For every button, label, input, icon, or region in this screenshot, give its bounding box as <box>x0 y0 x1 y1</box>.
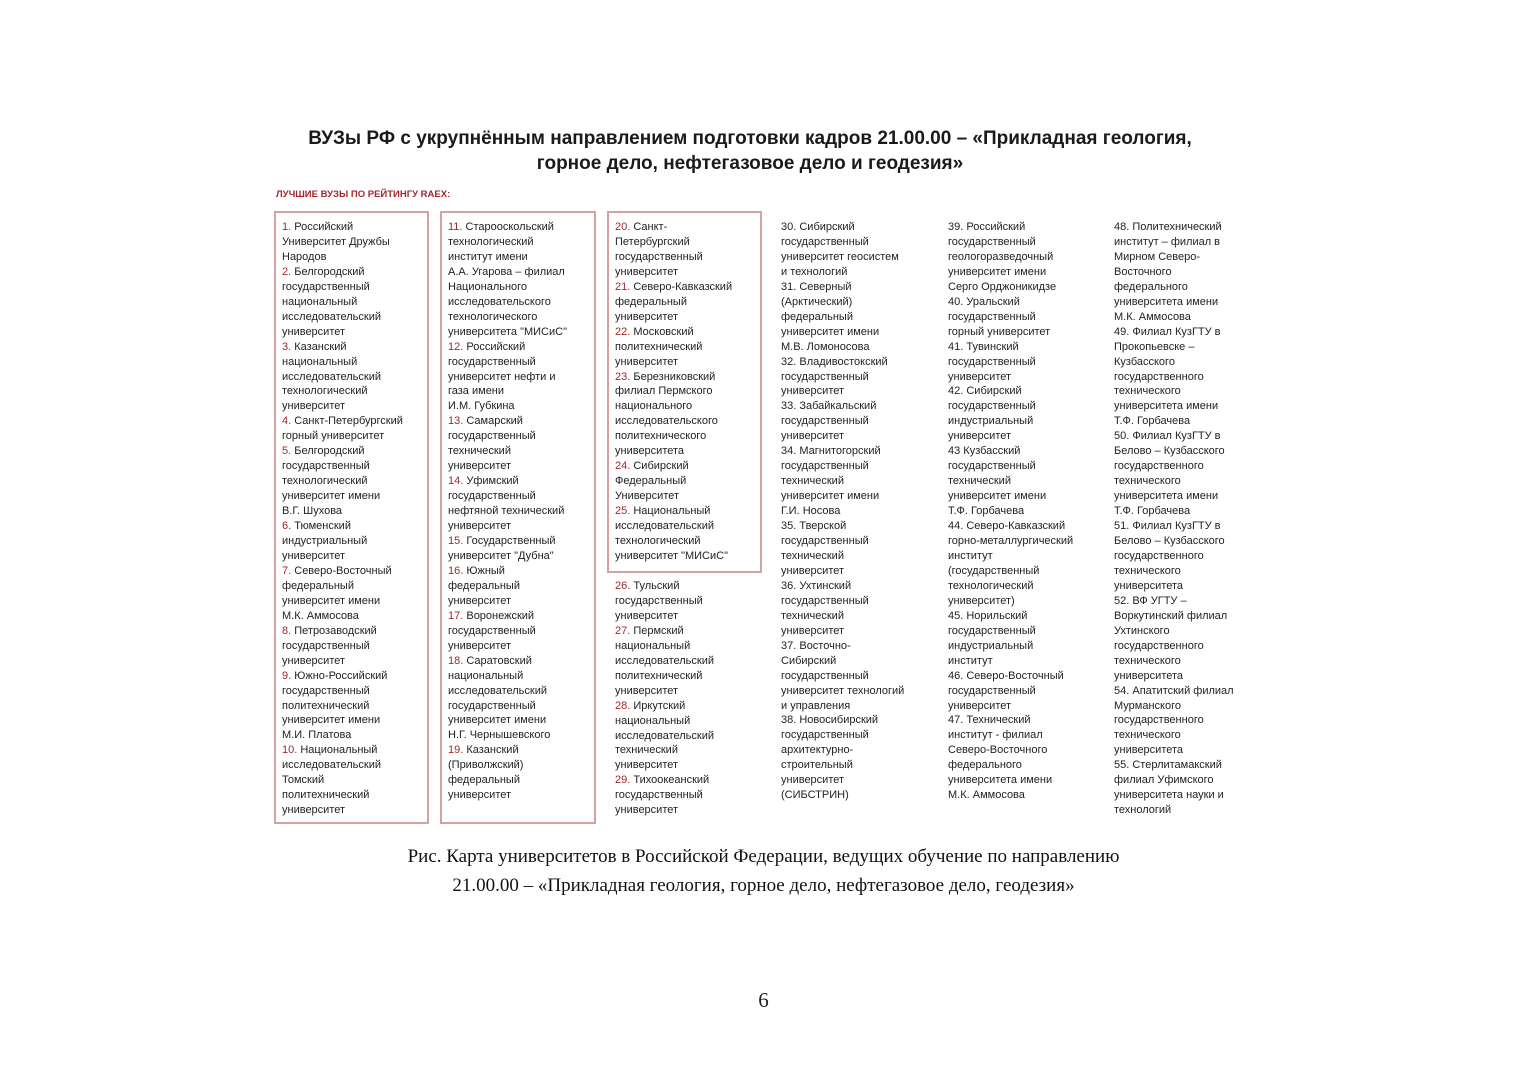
entry-number: 6. <box>282 520 292 533</box>
university-entry <box>448 340 567 415</box>
entry-name: Тюменский индустриальный университет <box>282 520 368 562</box>
entry-number: 55. <box>1114 759 1130 772</box>
entry-name: Ухтинский государственный технический университет <box>781 579 869 637</box>
entry-name: Тульский государственный университет <box>615 580 703 622</box>
entry-number: 27. <box>615 624 631 637</box>
entry-number: 14. <box>448 475 464 488</box>
university-column-6 <box>1114 220 1234 818</box>
entry-name: Сибирский государственный университет геосистем и технологий <box>781 221 899 278</box>
figure-caption <box>200 842 1327 900</box>
entry-number: 40. <box>948 295 964 308</box>
entry-number: 17. <box>448 609 464 622</box>
university-column-5 <box>948 220 1073 803</box>
university-entry <box>781 220 904 280</box>
entry-name: Санкт- Петербургский государственный университет <box>615 221 703 278</box>
entry-name: Южный федеральный университет <box>448 564 520 607</box>
caption-line1: Рис. Карта университетов в Российской Федерации, ведущих обучение по направлению <box>407 846 1120 867</box>
university-entry <box>781 355 904 400</box>
entry-name: Северо-Восточный государственный университет <box>948 669 1064 712</box>
entry-name: Восточно- Сибирский государственный университет технологий и управления <box>781 639 905 712</box>
entry-number: 35. <box>781 520 797 533</box>
entry-name: Южно-Российский государственный политехнический университет имени М.И. Платова <box>282 669 388 742</box>
university-entry <box>615 624 714 699</box>
university-entry <box>448 564 567 609</box>
university-entry <box>282 519 403 564</box>
entry-name: Забайкальский государственный университет <box>781 400 877 443</box>
entry-name: Российский государственный университет нефти и газа имени И.М. Губкина <box>448 340 556 413</box>
entry-number: 23. <box>615 370 631 383</box>
entry-name: Тихоокеанский государственный университет <box>615 774 710 817</box>
university-entry <box>615 579 714 624</box>
university-entry <box>948 295 1073 340</box>
entry-name: Российский государственный геологоразведочный университет имени Серго Орджоникидзе <box>948 221 1057 293</box>
university-entry <box>282 444 403 519</box>
entry-name: Северо-Восточный федеральный университет имени М.К. Аммосова <box>282 564 392 622</box>
entry-number: 38. <box>781 714 797 727</box>
entry-name: Технический институт - филиал Северо-Восточного федерального университета имени М.К. Аммосова <box>948 714 1053 802</box>
university-entry <box>615 370 732 460</box>
entry-number: 49. <box>1114 325 1130 338</box>
university-entry <box>781 579 904 639</box>
university-entry <box>781 280 904 355</box>
entry-number: 43 <box>948 445 961 458</box>
entry-name: Северо-Кавказский горно-металлургический институт (государственный технологический университет) <box>948 520 1074 607</box>
university-entry <box>781 444 904 519</box>
university-entry <box>448 220 567 340</box>
entry-name: Уральский государственный горный университет <box>948 295 1051 338</box>
entry-name: Сибирский государственный индустриальный университет <box>948 385 1036 443</box>
university-entry <box>1114 519 1234 594</box>
entry-number: 11. <box>448 221 463 233</box>
entry-number: 13. <box>448 415 464 428</box>
entry-name: Апатитский филиал Мурманского государственного технического университета <box>1114 684 1234 757</box>
entry-number: 28. <box>615 699 631 712</box>
university-entry <box>615 773 714 818</box>
entry-number: 37. <box>781 639 797 652</box>
entry-number: 33. <box>781 400 797 413</box>
entry-number: 36. <box>781 579 797 592</box>
entry-number: 22. <box>615 325 631 338</box>
entry-number: 54. <box>1114 684 1130 697</box>
entry-name: Белгородский государственный национальный исследовательский университет <box>282 265 381 338</box>
university-entry <box>781 519 904 579</box>
figure-title <box>250 126 1250 176</box>
entry-name: Воронежский государственный университет <box>448 609 536 652</box>
entry-number: 29. <box>615 774 631 787</box>
entry-number: 52. <box>1114 594 1130 607</box>
university-entry <box>948 340 1073 385</box>
university-entry <box>781 713 904 803</box>
entry-number: 47. <box>948 714 964 727</box>
entry-name: Санкт-Петербургский горный университет <box>282 415 403 443</box>
entry-number: 15. <box>448 535 464 548</box>
entry-number: 9. <box>282 669 292 682</box>
entry-number: 41. <box>948 340 964 353</box>
entry-number: 46. <box>948 669 964 682</box>
entry-number: 18. <box>448 654 464 667</box>
entry-name: Старооскольский технологический институт имени А.А. Угарова – филиал Национального исследовательского технологического университета "МИСиС" <box>448 221 567 338</box>
entry-name: Казанский (Приволжский) федеральный университет <box>448 744 524 802</box>
entry-name: Самарский государственный технический университет <box>448 415 536 473</box>
university-column-2 <box>448 220 567 803</box>
entry-name: Филиал КузГТУ в Белово – Кузбасского государственного технического университета имени Т.Ф. Горбачева <box>1114 430 1225 518</box>
entry-name: Российский Университет Дружбы Народов <box>282 221 390 263</box>
entry-number: 19. <box>448 744 464 757</box>
entry-number: 51. <box>1114 520 1130 533</box>
entry-number: 31. <box>781 280 797 293</box>
entry-number: 42. <box>948 385 964 398</box>
caption-line2: 21.00.00 – «Прикладная геология, горное дело, нефтегазовое дело, геодезия» <box>452 875 1075 896</box>
entry-number: 10. <box>282 744 298 757</box>
entry-name: Национальный исследовательский Томский политехнический университет <box>282 744 381 817</box>
entry-number: 4. <box>282 415 292 428</box>
university-entry <box>448 743 567 803</box>
university-entry <box>948 444 1073 519</box>
university-entry <box>282 743 403 818</box>
entry-name: Северо-Кавказский федеральный университет <box>615 280 733 323</box>
entry-number: 44. <box>948 520 964 533</box>
university-entry <box>948 384 1073 444</box>
entry-number: 5. <box>282 445 292 458</box>
university-entry <box>948 609 1073 669</box>
university-entry <box>615 325 732 370</box>
university-entry <box>948 669 1073 714</box>
entry-number: 1. <box>282 221 292 233</box>
entry-number: 50. <box>1114 430 1130 443</box>
university-entry <box>615 459 732 504</box>
entry-name: Московский политехнический университет <box>615 325 703 368</box>
university-entry <box>781 399 904 444</box>
entry-number: 2. <box>282 265 292 278</box>
university-entry <box>282 624 403 669</box>
university-column-4 <box>781 220 904 803</box>
entry-name: Национальный исследовательский технологический университет "МИСиС" <box>615 505 728 562</box>
university-entry <box>1114 325 1234 430</box>
entry-name: Уфимский государственный нефтяной технический университет <box>448 475 565 533</box>
university-entry <box>1114 684 1234 759</box>
entry-number: 7. <box>282 564 292 577</box>
entry-name: Новосибирский государственный архитектурно- строительный университет (СИБСТРИН) <box>781 714 879 802</box>
university-entry <box>615 280 732 325</box>
university-entry <box>282 414 403 444</box>
entry-name: Филиал КузГТУ в Прокопьевске – Кузбасского государственного технического университета имени Т.Ф. Горбачева <box>1114 325 1221 428</box>
entry-name: Северный (Арктический) федеральный университет имени М.В. Ломоносова <box>781 280 880 353</box>
university-entry <box>615 699 714 774</box>
university-entry <box>448 654 567 744</box>
entry-number: 21. <box>615 280 631 293</box>
entry-number: 39. <box>948 221 964 233</box>
university-column-3-extra <box>615 579 714 818</box>
entry-name: Казанский национальный исследовательский технологический университет <box>282 340 381 413</box>
university-entry <box>448 534 567 564</box>
entry-number: 48. <box>1114 221 1130 233</box>
university-column-1 <box>282 220 403 818</box>
figure-title-line1: ВУЗы РФ с укрупнённым направлением подготовки кадров 21.00.00 – «Прикладная геология, <box>308 128 1192 149</box>
university-entry <box>282 220 403 265</box>
university-entry <box>448 414 567 474</box>
entry-number: 26. <box>615 580 631 592</box>
entry-name: Березниковский филиал Пермского национального исследовательского политехнического университета <box>615 370 718 458</box>
university-entry <box>615 504 732 564</box>
entry-name: Магнитогорский государственный технический университет имени Г.И. Носова <box>781 445 881 518</box>
figure-title-line2: горное дело, нефтегазовое дело и геодезия» <box>536 153 964 174</box>
entry-name: Сибирский Федеральный Университет <box>615 460 689 503</box>
entry-number: 20. <box>615 221 631 233</box>
university-entry <box>615 220 732 280</box>
entry-number: 24. <box>615 460 631 473</box>
entry-number: 3. <box>282 340 292 353</box>
entry-number: 16. <box>448 564 464 577</box>
university-entry <box>282 564 403 624</box>
entry-name: Норильский государственный индустриальный институт <box>948 609 1036 667</box>
entry-name: Белгородский государственный технологический университет имени В.Г. Шухова <box>282 445 381 518</box>
university-entry <box>948 220 1073 295</box>
university-entry <box>1114 758 1234 818</box>
university-entry <box>948 519 1073 609</box>
university-entry <box>781 639 904 714</box>
university-entry <box>282 340 403 415</box>
entry-name: Политехнический институт – филиал в Мирном Северо- Восточного федерального университета имени М.К. Аммосова <box>1114 221 1222 323</box>
entry-number: 32. <box>781 355 797 368</box>
university-entry <box>1114 220 1234 325</box>
entry-name: Иркутский национальный исследовательский технический университет <box>615 699 714 772</box>
entry-name: Тувинский государственный университет <box>948 340 1036 383</box>
entry-name: Филиал КузГТУ в Белово – Кузбасского государственного технического университета <box>1114 520 1225 592</box>
entry-name: ВФ УГТУ – Воркутинский филиал Ухтинского государственного технического университета <box>1114 594 1228 682</box>
page-number: 6 <box>758 988 769 1012</box>
entry-name: Пермский национальный исследовательский политехнический университет <box>615 624 714 697</box>
best-universities-label: ЛУЧШИЕ ВУЗЫ ПО РЕЙТИНГУ RAEX: <box>276 189 451 200</box>
entry-number: 45. <box>948 609 964 622</box>
entry-name: Тверской государственный технический университет <box>781 520 869 577</box>
entry-name: Петрозаводский государственный университет <box>282 624 377 667</box>
entry-name: Кузбасский государственный технический университет имени Т.Ф. Горбачева <box>948 445 1047 518</box>
university-column-3 <box>615 220 732 564</box>
entry-number: 25. <box>615 505 631 518</box>
entry-name: Государственный университет "Дубна" <box>448 535 556 562</box>
university-entry <box>948 713 1073 803</box>
entry-number: 30. <box>781 221 797 233</box>
entry-number: 34. <box>781 445 797 458</box>
university-entry <box>282 669 403 744</box>
entry-name: Владивостокский государственный университет <box>781 355 888 398</box>
university-entry <box>1114 429 1234 519</box>
entry-name: Саратовский национальный исследовательский государственный университет имени Н.Г. Чернышевского <box>448 654 551 742</box>
entry-number: 8. <box>282 624 292 637</box>
university-entry <box>448 474 567 534</box>
entry-number: 12. <box>448 340 464 353</box>
university-entry <box>1114 594 1234 684</box>
entry-name: Стерлитамакский филиал Уфимского университета науки и технологий <box>1114 759 1224 817</box>
university-entry <box>282 265 403 340</box>
university-entry <box>448 609 567 654</box>
